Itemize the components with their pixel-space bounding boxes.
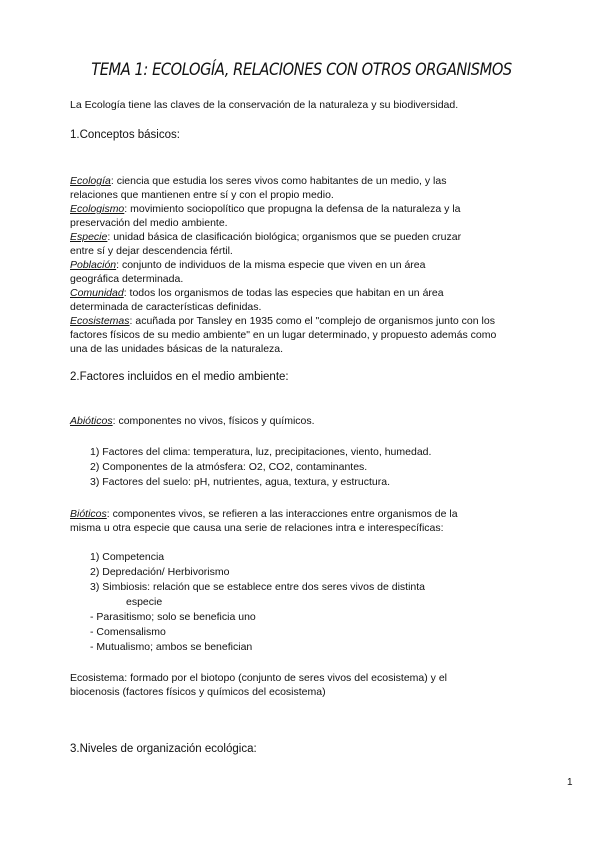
term-abioticos: Abióticos [70, 415, 113, 427]
bioticos-item-simbiosis: 3) Simbiosis: relación que se establece entre dos seres vivos de distinta [90, 581, 426, 593]
section-2-heading: 2.Factores incluidos en el medio ambiente: [70, 371, 289, 383]
term-poblacion: Población [70, 259, 117, 271]
bioticos-item-parasitismo: - Parasitismo; solo se beneficia uno [90, 611, 256, 623]
bioticos-item-simbiosis-cont: especie [126, 596, 163, 608]
definition-ecologismo: Ecologismo: movimiento sociopolítico que propugna la defensa de la naturaleza y la [70, 203, 461, 215]
bioticos-item-competencia: 1) Competencia [90, 551, 165, 563]
definition-ecologia-line-2: relaciones que mantienen entre sí y con el propio medio. [70, 189, 334, 201]
bioticos-item-depredacion: 2) Depredación/ Herbivorismo [90, 566, 230, 578]
intro-text: La Ecología tiene las claves de la conservación de la naturaleza y su biodiversidad. [70, 99, 459, 111]
definition-comunidad: Comunidad: todos los organismos de todas las especies que habitan en un área [70, 287, 444, 299]
section-1-heading: 1.Conceptos básicos: [70, 129, 180, 141]
abioticos-item-2: 2) Componentes de la atmósfera: O2, CO2, contaminantes. [90, 461, 368, 473]
page-number: 1 [567, 777, 573, 788]
term-bioticos: Bióticos [70, 508, 107, 520]
definition-poblacion: Población: conjunto de individuos de la misma especie que viven en un área [70, 259, 426, 271]
term-ecosistemas: Ecosistemas [70, 315, 130, 327]
definition-especie: Especie: unidad básica de clasificación biológica; organismos que se pueden cruzar [70, 231, 462, 243]
definition-especie-line-2: entre sí y dejar descendencia fértil. [70, 245, 233, 257]
bioticos-paragraph-line-2: misma u otra especie que causa una serie de relaciones intra e interespecíficas: [70, 522, 444, 534]
definition-ecologia: Ecología: ciencia que estudia los seres vivos como habitantes de un medio, y las [70, 175, 447, 187]
term-ecologia: Ecología [70, 175, 111, 187]
bioticos-item-comensalismo: - Comensalismo [90, 626, 166, 638]
bioticos-item-mutualismo: - Mutualismo; ambos se benefician [90, 641, 253, 653]
ecosistema-definition: Ecosistema: formado por el biotopo (conjunto de seres vivos del ecosistema) y el [70, 672, 448, 684]
definition-ecosistemas-line-3: una de las unidades básicas de la naturaleza. [70, 343, 284, 355]
abioticos-paragraph: Abióticos: componentes no vivos, físicos y químicos. [70, 415, 315, 427]
definition-ecosistemas-line-2: factores físicos de su medio ambiente" en un lugar determinado, y propuesto además como [70, 329, 497, 341]
abioticos-item-3: 3) Factores del suelo: pH, nutrientes, agua, textura, y estructura. [90, 476, 390, 488]
section-3-heading: 3.Niveles de organización ecológica: [70, 743, 257, 755]
definition-ecologismo-line-2: preservación del medio ambiente. [70, 217, 228, 229]
definition-ecosistemas: Ecosistemas: acuñada por Tansley en 1935 como el "complejo de organismos junto con los [70, 315, 495, 327]
bioticos-paragraph: Bióticos: componentes vivos, se refieren a las interacciones entre organismos de la [70, 508, 458, 520]
term-especie: Especie [70, 231, 108, 243]
definition-comunidad-line-2: determinada de características definidas. [70, 301, 262, 313]
abioticos-item-1: 1) Factores del clima: temperatura, luz, precipitaciones, viento, humedad. [90, 446, 432, 458]
page-title: TEMA 1: ECOLOGÍA, RELACIONES CON OTROS ORGANISMOS [91, 60, 512, 80]
ecosistema-definition-line-2: biocenosis (factores físicos y químicos del ecosistema) [70, 686, 326, 698]
term-comunidad: Comunidad [70, 287, 124, 299]
term-ecologismo: Ecologismo [70, 203, 125, 215]
definition-poblacion-line-2: geográfica determinada. [70, 273, 184, 285]
